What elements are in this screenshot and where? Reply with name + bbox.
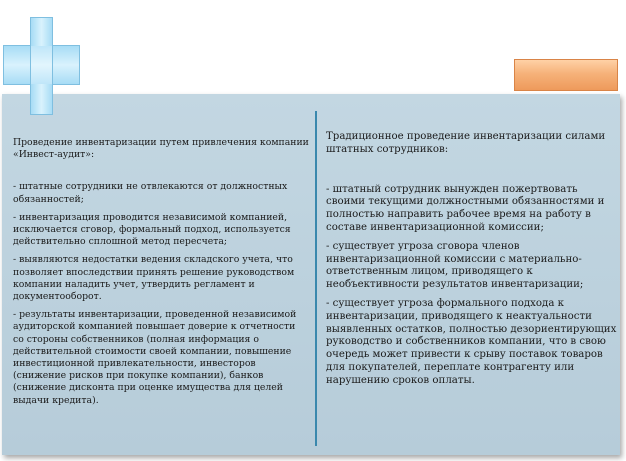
column-divider (315, 111, 317, 446)
left-item: - выявляются недостатки ведения складского учета, что позволяет впоследствии принять решение руководством компании наладить учет, утвердить регламент и документооборот. (13, 254, 295, 303)
left-intro: Проведение инвентаризации путем привлечения компании «Инвест-аудит»: (13, 137, 309, 161)
accent-box (514, 59, 618, 91)
left-column (13, 137, 309, 413)
right-item: - существует угроза сговора членов инвентаризационной комиссии с материально-ответственным лицом, приводящего к необъективности результатов инвентаризации; (326, 240, 584, 291)
right-column (326, 131, 618, 394)
right-item: - штатный сотрудник вынужден пожертвовать своими текущими должностными обязанностями и полностью направить рабочее время на работу в составе инвентаризационной комиссии; (326, 183, 605, 233)
left-item: - штатные сотрудники не отвлекаются от должностных обязанностей; (13, 181, 288, 205)
left-item: - результаты инвентаризации, проведенной независимой аудиторской компанией повышает доверие к отчетности со стороны собственников (полная информация о действительной стоимости своей компании, повышение инвестиционной привлекательности, инвесторов (снижение рисков при покупке компании), банков (снижение дисконта при оценке имущества для целей выдачи кредита). (13, 309, 297, 406)
right-item: - существует угроза формального подхода к инвентаризации, приводящего к неактуальности выявленных остатков, полностью дезориентирующих руководство и собственников компании, что в свою очередь может привести к срыву поставок товаров для покупателей, переплате контрагенту или нарушению сроков оплаты. (326, 297, 617, 386)
medical-cross-icon (3, 17, 80, 115)
right-intro: Традиционное проведение инвентаризации силами штатных сотрудников: (326, 131, 606, 155)
left-item: - инвентаризация проводится независимой компанией, исключается сговор, формальный подход, используется действительно сплошной метод пересчета; (13, 211, 291, 248)
